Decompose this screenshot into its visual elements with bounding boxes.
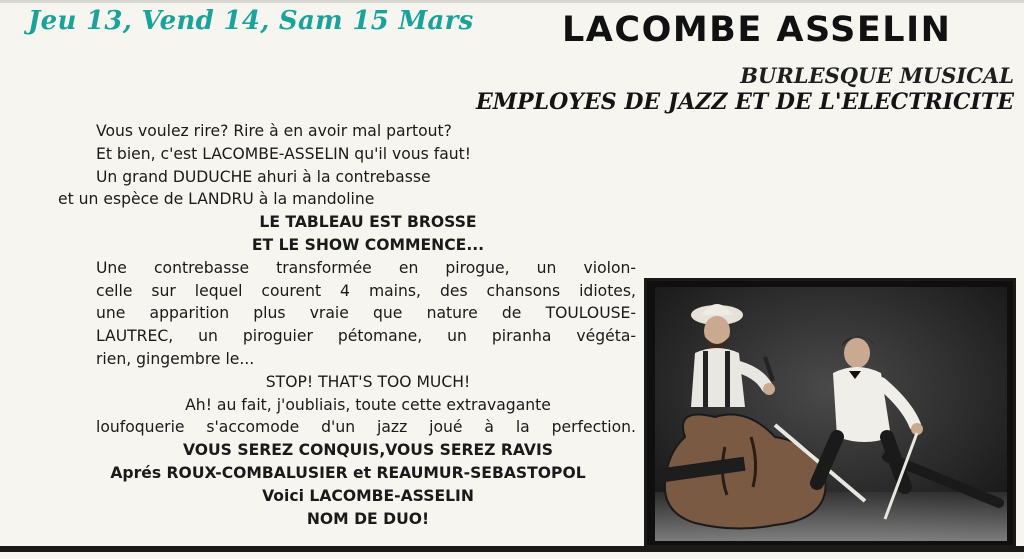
text-line: et un espèce de LANDRU à la mandoline — [58, 190, 375, 209]
text-line: rien, gingembre le... — [96, 349, 255, 368]
text-line-emphasis: Aprés ROUX-COMBALUSIER et REAUMUR-SEBASTOPOL — [110, 463, 586, 482]
text-line-emphasis: VOUS SEREZ CONQUIS,VOUS SEREZ RAVIS — [182, 441, 554, 460]
text-line: Une contrebasse transformée en pirogue, un violon- — [96, 258, 636, 277]
text-line: une apparition plus vraie que nature de TOULOUSE- — [96, 304, 636, 323]
text-line: Vous voulez rire? Rire à en avoir mal partout? — [96, 122, 452, 140]
duo-photo — [655, 287, 1007, 541]
top-rule — [0, 0, 1024, 3]
text-line: loufoquerie s'accomode d'un jazz joué à la perfection. — [96, 418, 636, 437]
act-subtitle: BURLESQUE MUSICAL — [740, 63, 1014, 88]
text-line: Un grand DUDUCHE ahuri à la contrebasse — [96, 167, 431, 186]
text-line-emphasis: LE TABLEAU EST BROSSE — [259, 213, 477, 232]
photo-frame — [644, 278, 1016, 548]
text-line: STOP! THAT'S TOO MUCH! — [265, 372, 471, 391]
event-dates: Jeu 13, Vend 14, Sam 15 Mars — [28, 6, 474, 36]
text-line: Ah! au fait, j'oubliais, toute cette extravagante — [185, 395, 551, 414]
text-line-emphasis: Voici LACOMBE-ASSELIN — [262, 486, 474, 505]
description-text — [58, 120, 638, 530]
text-line-emphasis: NOM DE DUO! — [306, 509, 430, 528]
duo-photo-illustration — [655, 287, 1007, 541]
text-line: Et bien, c'est LACOMBE-ASSELIN qu'il vous faut! — [96, 144, 472, 163]
text-line: LAUTREC, un piroguier pétomane, un piranha végéta- — [96, 327, 636, 346]
text-line-emphasis: ET LE SHOW COMMENCE... — [251, 235, 485, 254]
text-line: celle sur lequel courent 4 mains, des chansons idiotes, — [96, 281, 636, 300]
act-tagline: EMPLOYES DE JAZZ ET DE L'ELECTRICITE — [476, 89, 1014, 115]
bottom-rule — [0, 546, 1024, 552]
act-title: LACOMBE ASSELIN — [562, 10, 952, 50]
